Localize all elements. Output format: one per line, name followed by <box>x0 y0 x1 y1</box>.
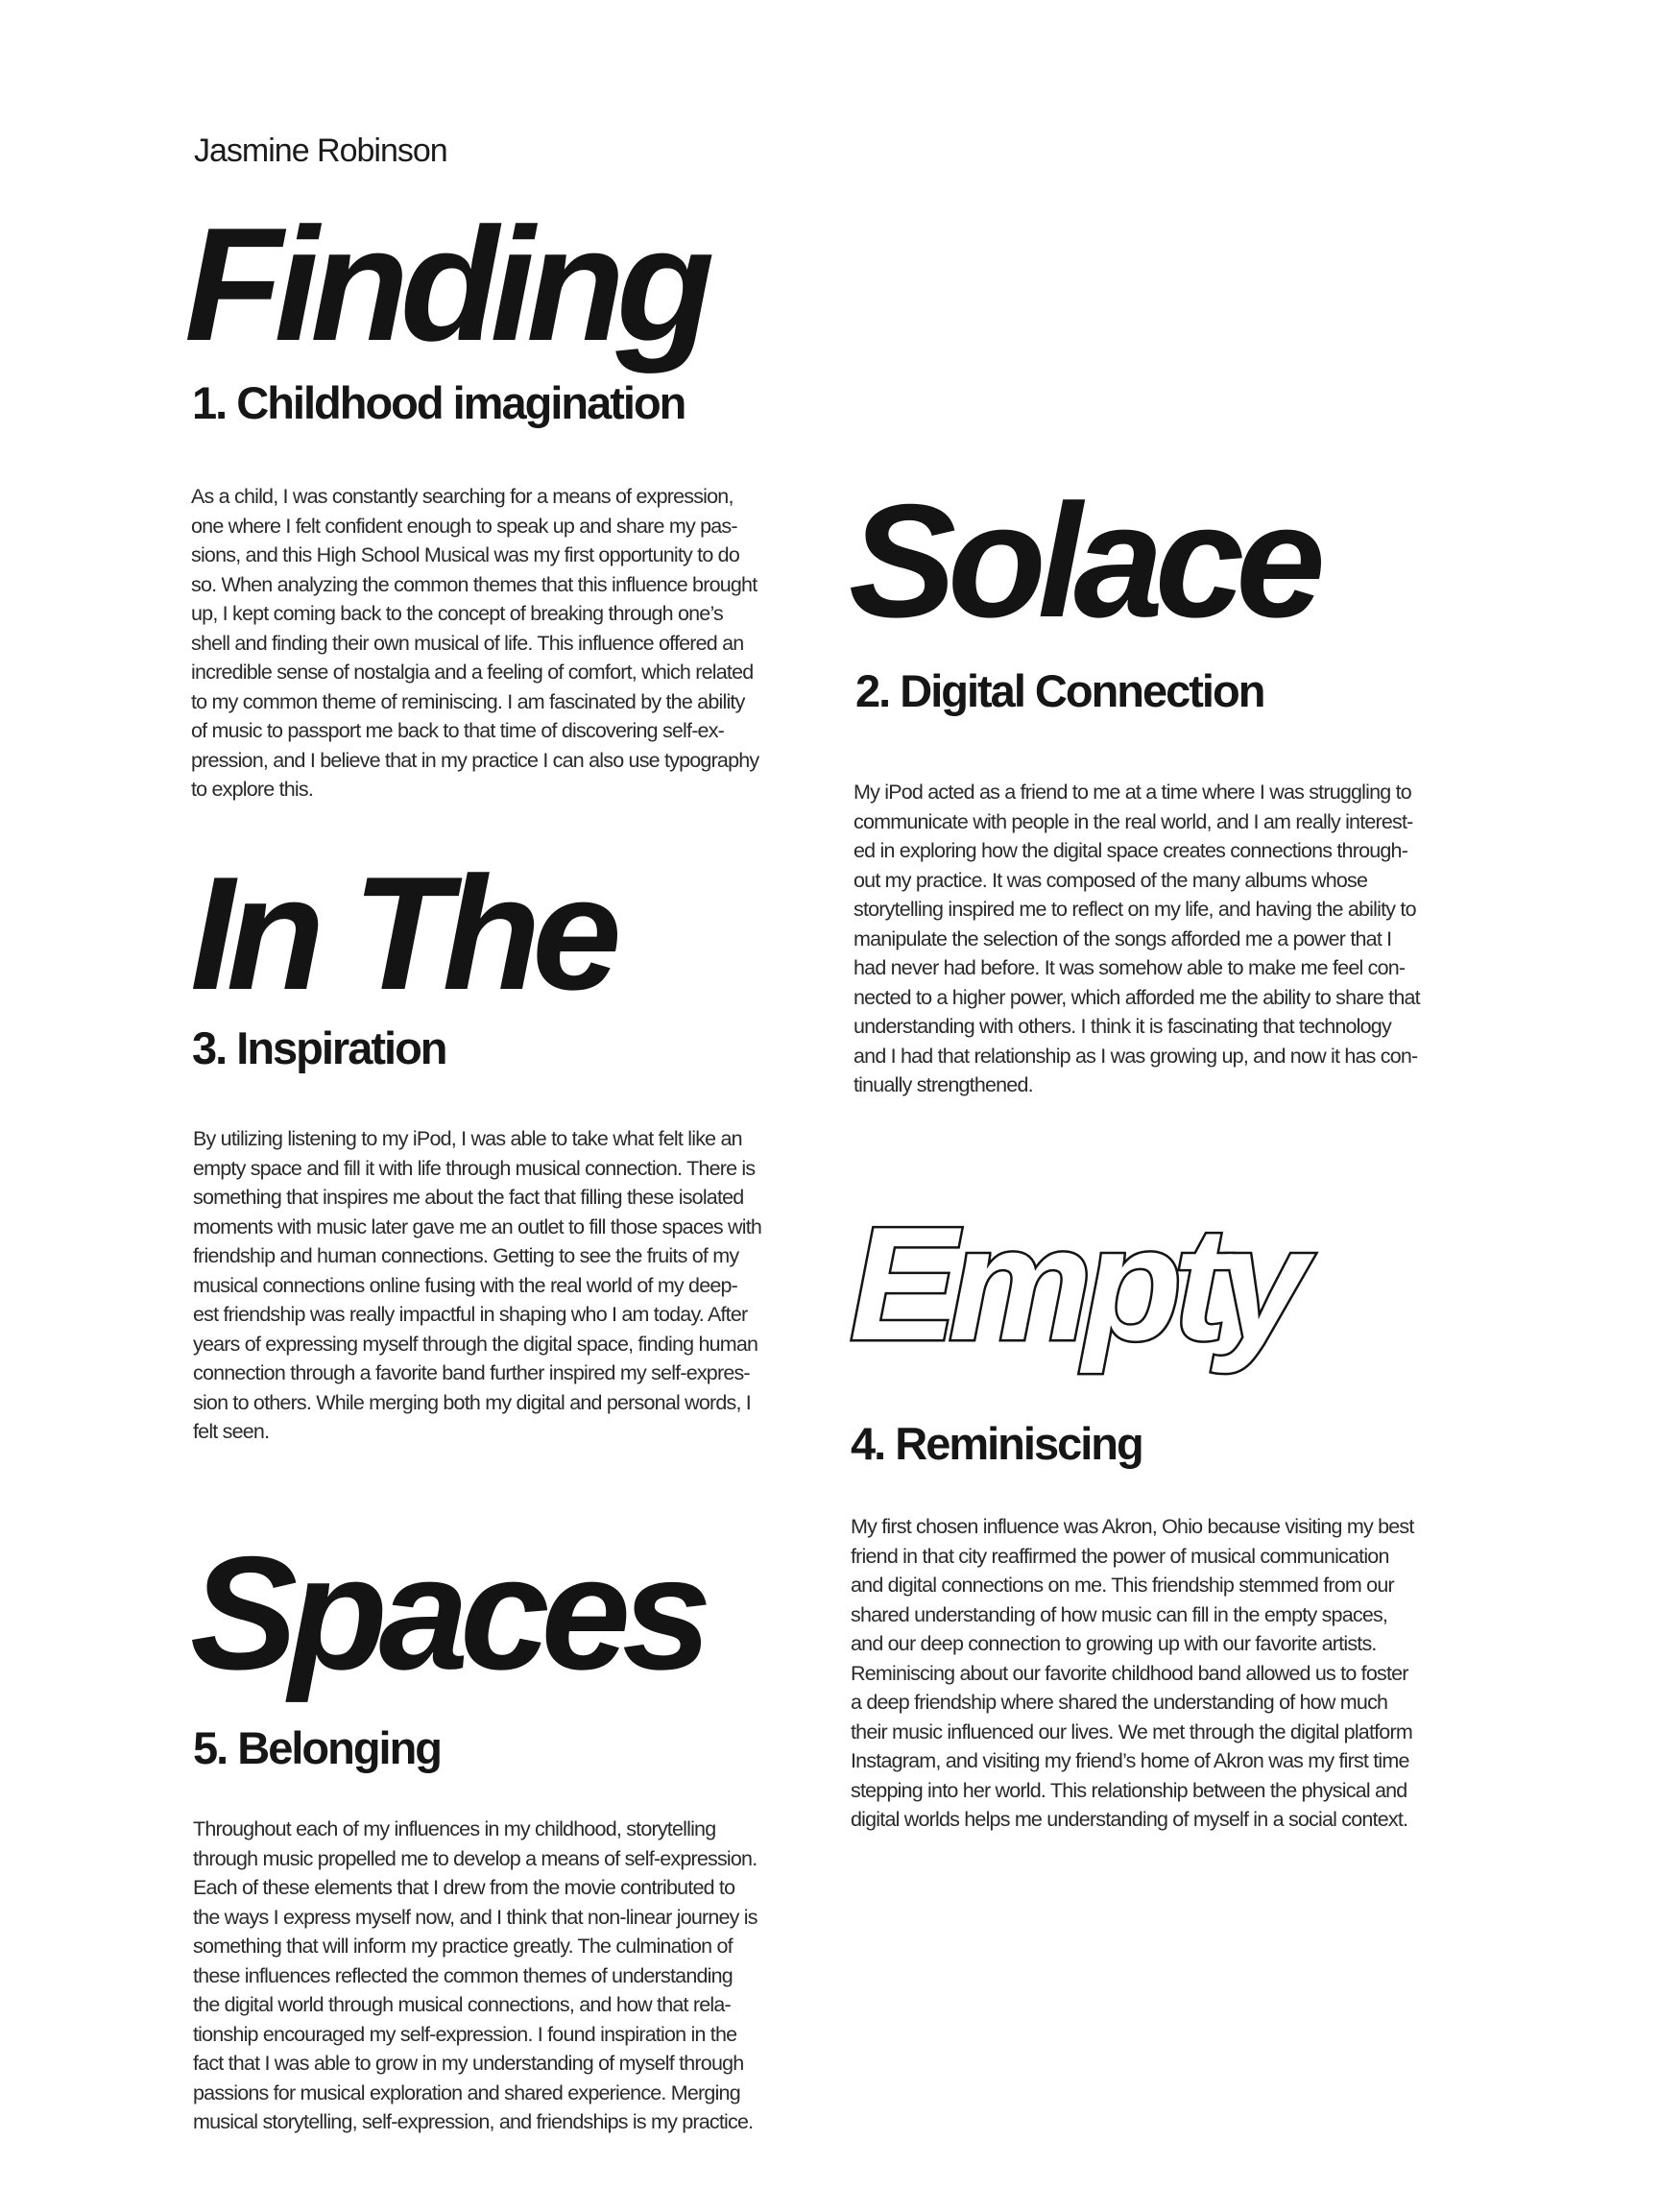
title-word-finding: Finding <box>184 194 707 374</box>
author-name: Jasmine Robinson <box>194 132 447 169</box>
section-4-line: and digital connections on me. This friendship stemmed from our <box>851 1574 1394 1597</box>
section-2-line: and I had that relationship as I was growing up, and now it has con- <box>854 1044 1418 1068</box>
section-4-heading: 4. Reminiscing <box>851 1418 1142 1469</box>
section-4-line: My first chosen influence was Akron, Ohio because visiting my best <box>851 1515 1414 1538</box>
section-5-line: the ways I express myself now, and I think that non-linear journey is <box>193 1905 757 1929</box>
section-1-line: one where I felt confident enough to speak up and share my pas- <box>191 514 737 538</box>
section-2-line: had never had before. It was somehow able to make me feel con- <box>854 956 1406 979</box>
section-2-line: manipulate the selection of the songs afforded me a power that I <box>854 926 1392 950</box>
section-1-line: to explore this. <box>191 778 314 801</box>
section-3-body <box>193 1124 761 1447</box>
section-5-line: fact that I was able to grow in my understanding of myself through <box>193 2052 744 2075</box>
section-2-line: out my practice. It was composed of the many albums whose <box>854 868 1368 892</box>
section-1-line: so. When analyzing the common themes that this influence brought <box>191 572 757 596</box>
section-1-line: incredible sense of nostalgia and a feeling of comfort, which related <box>191 661 754 684</box>
section-2-line: communicate with people in the real world, and I am really interest- <box>854 809 1413 833</box>
section-5-line: these influences reflected the common themes of understanding <box>193 1963 733 1987</box>
section-3-heading: 3. Inspiration <box>192 1022 446 1073</box>
section-3-line: something that inspires me about the fact that filling these isolated <box>193 1186 744 1209</box>
section-1-heading: 1. Childhood imagination <box>192 377 685 428</box>
section-1-line: to my common theme of reminiscing. I am fascinated by the ability <box>191 689 745 713</box>
section-3-line: years of expressing myself through the digital space, finding human <box>193 1332 758 1356</box>
section-3-line: musical connections online fusing with the real world of my deep- <box>193 1273 738 1297</box>
section-3-line: sion to others. While merging both my digital and personal words, I <box>193 1390 751 1414</box>
title-word-empty: Empty <box>850 1193 1300 1374</box>
section-1-line: shell and finding their own musical of life. This influence offered an <box>191 631 744 655</box>
section-3-line: est friendship was really impactful in shaping who I am today. After <box>193 1303 748 1326</box>
section-1-line: As a child, I was constantly searching for a means of expression, <box>191 485 733 508</box>
section-5-line: through music propelled me to develop a means of self-expression. <box>193 1846 757 1870</box>
section-4-line: a deep friendship where shared the understanding of how much <box>851 1691 1388 1714</box>
title-word-in-the: In The <box>190 843 613 1023</box>
section-4-body <box>851 1512 1414 1835</box>
section-1-line: sions, and this High School Musical was my first opportunity to do <box>191 543 739 566</box>
section-5-line: something that will inform my practice greatly. The culmination of <box>193 1935 733 1958</box>
section-2-line: storytelling inspired me to reflect on my life, and having the ability to <box>854 898 1416 921</box>
section-4-line: shared understanding of how music can fill in the empty spaces, <box>851 1602 1388 1626</box>
section-2-line: My iPod acted as a friend to me at a time where I was struggling to <box>854 781 1411 804</box>
section-2-heading: 2. Digital Connection <box>855 665 1264 716</box>
section-1-body <box>191 482 758 805</box>
section-5-heading: 5. Belonging <box>193 1722 441 1773</box>
section-5-line: musical storytelling, self-expression, and friendships is my practice. <box>193 2110 754 2133</box>
section-5-line: the digital world through musical connections, and how that rela- <box>193 1993 731 2016</box>
section-2-line: tinually strengthened. <box>854 1073 1033 1096</box>
section-1-line: of music to passport me back to that time of discovering self-ex- <box>191 719 725 742</box>
title-word-solace: Solace <box>849 470 1317 651</box>
section-5-line: Each of these elements that I drew from the movie contributed to <box>193 1876 735 1899</box>
section-3-line: friendship and human connections. Getting to see the fruits of my <box>193 1244 739 1267</box>
title-word-spaces: Spaces <box>190 1523 704 1703</box>
section-4-line: stepping into her world. This relationship between the physical and <box>851 1778 1407 1802</box>
section-1-line: up, I kept coming back to the concept of breaking through one’s <box>191 602 723 625</box>
section-5-body <box>193 1815 757 2137</box>
section-2-line: nected to a higher power, which afforded me the ability to share that <box>854 985 1420 1009</box>
section-2-body <box>854 778 1420 1100</box>
section-2-line: understanding with others. I think it is fascinating that technology <box>854 1015 1391 1038</box>
section-3-line: By utilizing listening to my iPod, I was able to take what felt like an <box>193 1127 742 1150</box>
section-4-line: and our deep connection to growing up with our favorite artists. <box>851 1632 1377 1655</box>
section-5-line: tionship encouraged my self-expression. I found inspiration in the <box>193 2022 737 2046</box>
section-4-line: Instagram, and visiting my friend’s home of Akron was my first time <box>851 1749 1409 1772</box>
section-4-line: their music influenced our lives. We met through the digital platform <box>851 1719 1412 1743</box>
section-2-line: ed in exploring how the digital space creates connections through- <box>854 839 1408 862</box>
section-4-line: digital worlds helps me understanding of myself in a social context. <box>851 1808 1408 1831</box>
section-5-line: passions for musical exploration and shared experience. Merging <box>193 2080 740 2104</box>
section-3-line: felt seen. <box>193 1420 270 1443</box>
section-4-line: friend in that city reaffirmed the power of musical communication <box>851 1544 1389 1568</box>
section-5-line: Throughout each of my influences in my childhood, storytelling <box>193 1817 716 1840</box>
section-3-line: empty space and fill it with life through musical connection. There is <box>193 1156 756 1180</box>
section-1-line: pression, and I believe that in my practice I can also use typography <box>191 748 759 772</box>
section-3-line: connection through a favorite band further inspired my self-expres- <box>193 1361 750 1384</box>
section-3-line: moments with music later gave me an outlet to fill those spaces with <box>193 1214 762 1238</box>
section-4-line: Reminiscing about our favorite childhood band allowed us to foster <box>851 1661 1408 1685</box>
